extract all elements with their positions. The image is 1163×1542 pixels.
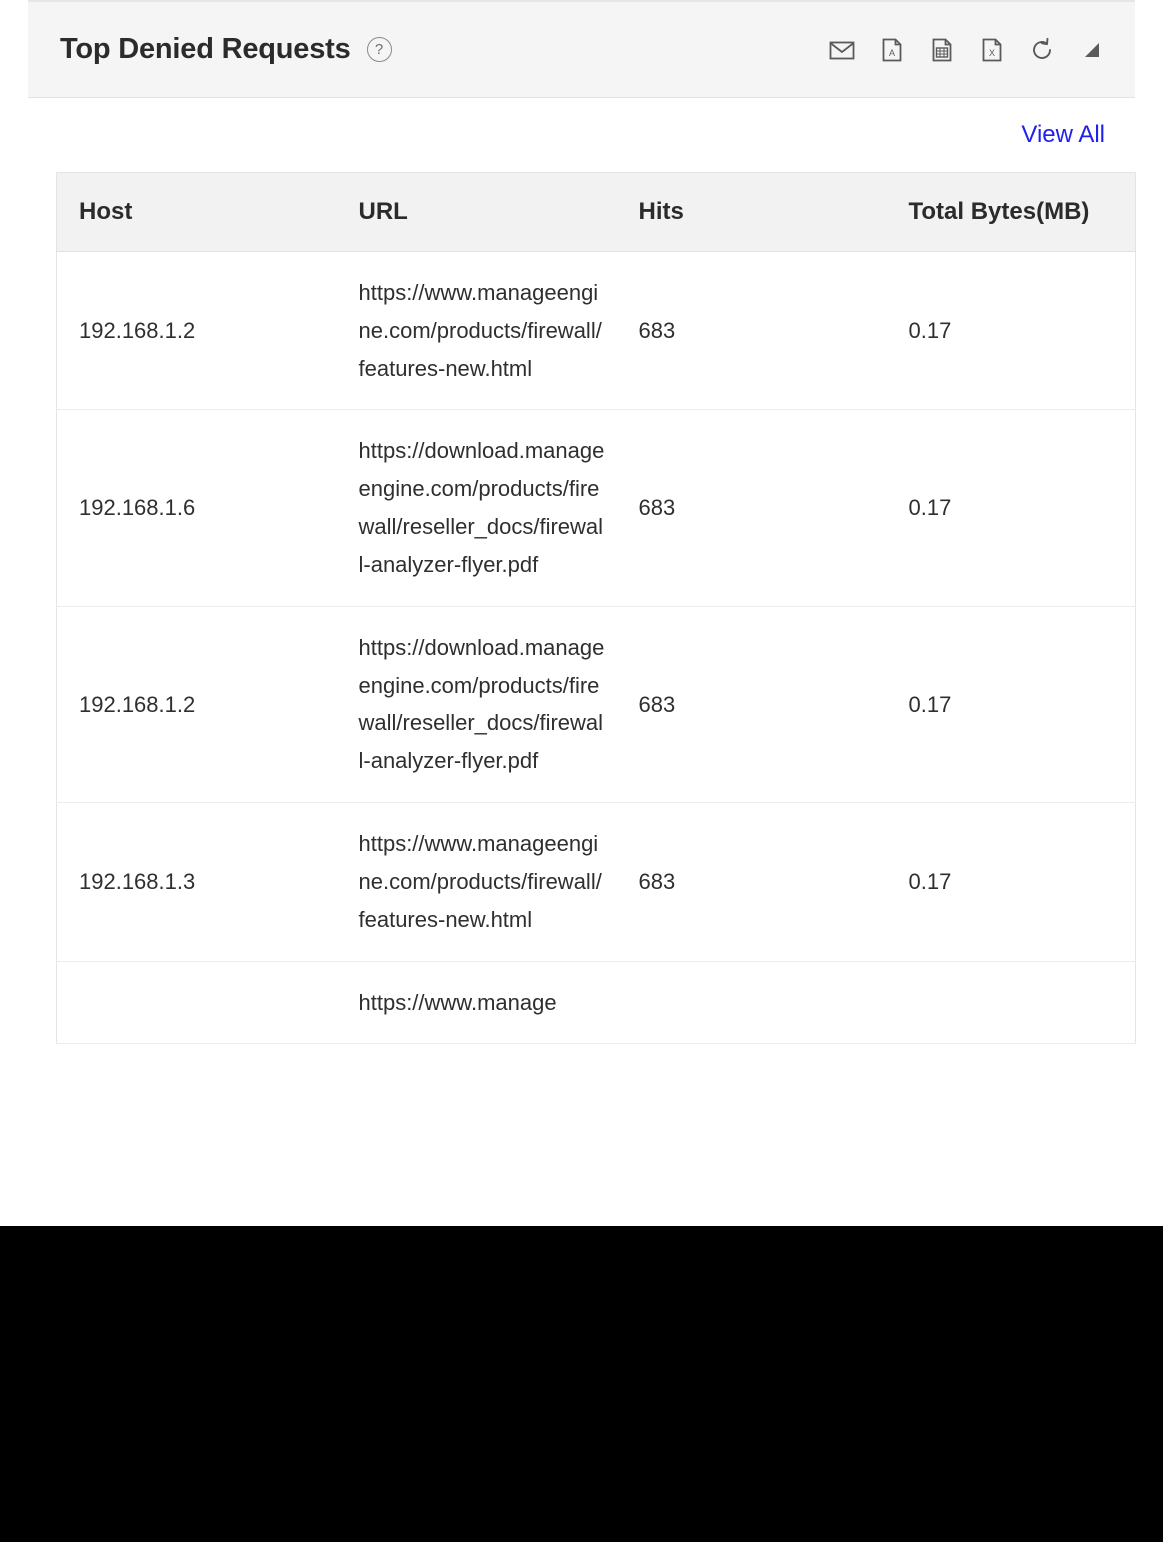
cell-total-bytes: [887, 961, 1136, 1044]
table-row[interactable]: [57, 961, 1136, 1044]
table-row[interactable]: [57, 803, 1136, 961]
cell-url: https://download.manageengine.com/products/firewall/reseller_docs/firewall-analyzer-flyer.pdf: [337, 606, 617, 802]
widget-header-actions: [827, 35, 1107, 65]
viewport-cutoff-area: [0, 1226, 1163, 1542]
cell-host: 192.168.1.6: [57, 410, 337, 606]
cell-total-bytes: 0.17: [887, 803, 1136, 961]
cell-hits: [617, 961, 887, 1044]
cell-hits: 683: [617, 606, 887, 802]
cell-host: 192.168.1.2: [57, 252, 337, 410]
denied-requests-table: [56, 172, 1136, 1044]
widget-header: [28, 2, 1135, 98]
cell-total-bytes: 0.17: [887, 252, 1136, 410]
cell-total-bytes: 0.17: [887, 410, 1136, 606]
cell-url: https://download.manageengine.com/products/firewall/reseller_docs/firewall-analyzer-flyer.pdf: [337, 410, 617, 606]
cell-total-bytes: 0.17: [887, 606, 1136, 802]
table-header-row: [57, 173, 1136, 252]
widget-body: [28, 98, 1135, 1044]
view-all-link[interactable]: View All: [1021, 121, 1105, 148]
top-denied-requests-widget: [28, 2, 1135, 1044]
cell-url: https://www.manage: [337, 961, 617, 1044]
page-title: Top Denied Requests: [60, 33, 351, 65]
cell-host: 192.168.1.2: [57, 606, 337, 802]
view-all-row: [56, 98, 1107, 172]
excel-export-icon[interactable]: [977, 35, 1007, 65]
csv-export-icon[interactable]: [927, 35, 957, 65]
svg-text:A: A: [888, 47, 896, 58]
column-header-url[interactable]: URL: [337, 173, 617, 252]
table-row[interactable]: [57, 606, 1136, 802]
cell-host: [57, 961, 337, 1044]
cell-hits: 683: [617, 410, 887, 606]
table-row[interactable]: [57, 252, 1136, 410]
refresh-icon[interactable]: [1027, 35, 1057, 65]
cell-hits: 683: [617, 252, 887, 410]
resize-icon[interactable]: [1077, 35, 1107, 65]
email-icon[interactable]: [827, 35, 857, 65]
table-row[interactable]: [57, 410, 1136, 606]
cell-url: https://www.manageengine.com/products/firewall/features-new.html: [337, 252, 617, 410]
cell-host: 192.168.1.3: [57, 803, 337, 961]
help-icon[interactable]: ?: [367, 37, 392, 62]
column-header-total-bytes[interactable]: Total Bytes(MB): [887, 173, 1136, 252]
column-header-hits[interactable]: Hits: [617, 173, 887, 252]
svg-text:X: X: [988, 47, 996, 58]
pdf-export-icon[interactable]: [877, 35, 907, 65]
column-header-host[interactable]: Host: [57, 173, 337, 252]
cell-hits: 683: [617, 803, 887, 961]
cell-url: https://www.manageengine.com/products/firewall/features-new.html: [337, 803, 617, 961]
